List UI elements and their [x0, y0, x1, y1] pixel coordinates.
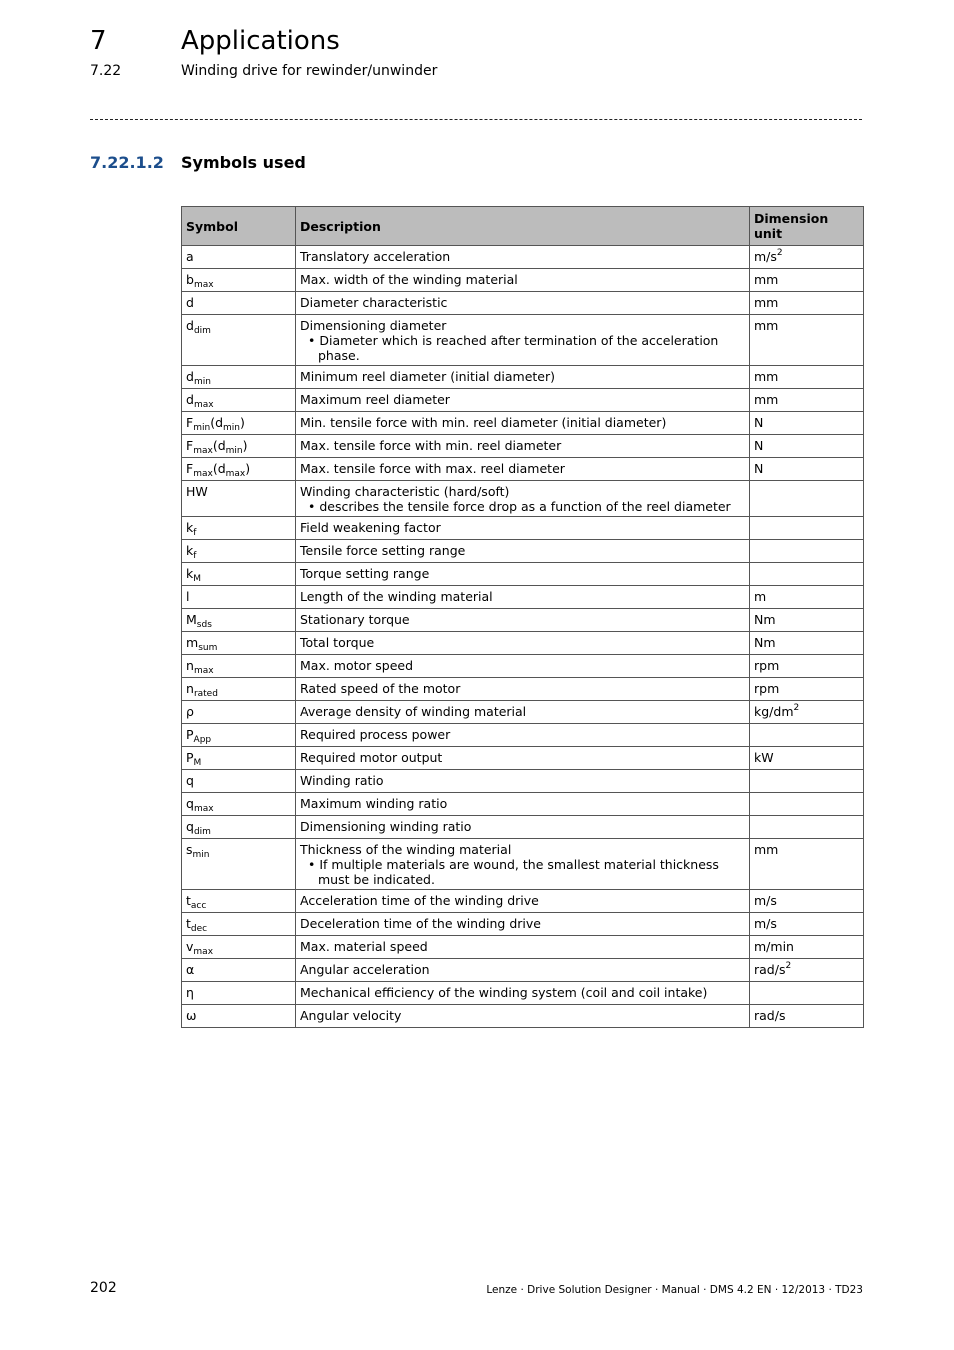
symbol-base: M — [186, 612, 197, 627]
header-dimension-unit: Dimension unit — [750, 207, 864, 246]
table-row — [182, 517, 864, 540]
table-row — [182, 1005, 864, 1028]
description-cell — [296, 747, 750, 770]
unit-cell — [750, 458, 864, 481]
symbol-cell — [182, 890, 296, 913]
symbol-base: d — [186, 295, 194, 310]
symbol-subscript: max — [193, 280, 214, 290]
description-text: Minimum reel diameter (initial diameter) — [300, 369, 555, 384]
symbol-cell — [182, 292, 296, 315]
symbol-subscript: min — [192, 850, 210, 860]
symbol-base: k — [186, 543, 194, 558]
symbol-cell — [182, 936, 296, 959]
table-row — [182, 389, 864, 412]
symbol-cell — [182, 315, 296, 366]
unit-cell — [750, 517, 864, 540]
description-text: Diameter characteristic — [300, 295, 448, 310]
unit-cell — [750, 269, 864, 292]
table-row — [182, 540, 864, 563]
unit-cell — [750, 412, 864, 435]
symbol-cell — [182, 517, 296, 540]
unit-superscript: 2 — [793, 703, 800, 713]
symbol-cell — [182, 747, 296, 770]
table-row — [182, 770, 864, 793]
symbol-cell — [182, 458, 296, 481]
symbol-argument-subscript: min — [225, 446, 243, 456]
unit-cell — [750, 1005, 864, 1028]
description-text: Length of the winding material — [300, 589, 493, 604]
symbol-subscript: max — [193, 666, 214, 676]
description-text: Torque setting range — [300, 566, 430, 581]
table-row — [182, 793, 864, 816]
description-cell — [296, 793, 750, 816]
description-bullet — [300, 333, 745, 363]
page-number: 202 — [90, 1280, 117, 1296]
symbol-base: k — [186, 566, 194, 581]
symbol-base: d — [186, 318, 194, 333]
unit-base: mm — [754, 392, 779, 407]
description-cell — [296, 517, 750, 540]
description-cell — [296, 366, 750, 389]
unit-base: N — [754, 415, 764, 430]
symbol-cell — [182, 609, 296, 632]
symbol-cell — [182, 412, 296, 435]
description-cell — [296, 292, 750, 315]
table-row — [182, 563, 864, 586]
symbol-close: ) — [239, 415, 245, 430]
description-text: Max. material speed — [300, 939, 428, 954]
symbol-cell — [182, 724, 296, 747]
symbols-table — [181, 206, 864, 1028]
unit-cell — [750, 678, 864, 701]
unit-cell — [750, 959, 864, 982]
symbol-subscript: dim — [193, 827, 211, 837]
symbol-cell — [182, 678, 296, 701]
unit-cell — [750, 936, 864, 959]
symbol-cell — [182, 839, 296, 890]
description-cell — [296, 959, 750, 982]
table-row — [182, 936, 864, 959]
table-row — [182, 435, 864, 458]
unit-cell — [750, 435, 864, 458]
unit-base: m/s — [754, 249, 777, 264]
description-cell — [296, 586, 750, 609]
description-text: Max. tensile force with min. reel diameter — [300, 438, 562, 453]
symbol-cell — [182, 563, 296, 586]
unit-cell — [750, 292, 864, 315]
table-row — [182, 982, 864, 1005]
unit-cell — [750, 724, 864, 747]
table-row — [182, 913, 864, 936]
description-text: Mechanical efficiency of the winding system (coil and coil intake) — [300, 985, 708, 1000]
table-row — [182, 366, 864, 389]
chapter-title: Applications — [181, 26, 340, 56]
table-row — [182, 701, 864, 724]
symbol-subscript: min — [193, 377, 211, 387]
description-text: Deceleration time of the winding drive — [300, 916, 541, 931]
symbol-subscript: max — [193, 469, 213, 479]
symbol-argument-subscript: max — [225, 469, 246, 479]
symbol-argument-subscript: min — [223, 423, 240, 433]
description-cell — [296, 1005, 750, 1028]
description-cell — [296, 540, 750, 563]
unit-cell — [750, 701, 864, 724]
symbol-subscript: M — [193, 574, 202, 584]
description-cell — [296, 435, 750, 458]
description-text: Required motor output — [300, 750, 443, 765]
symbol-cell — [182, 540, 296, 563]
unit-base: rpm — [754, 658, 780, 673]
unit-cell — [750, 586, 864, 609]
unit-base: mm — [754, 369, 779, 384]
unit-cell — [750, 770, 864, 793]
symbol-close: ) — [242, 438, 248, 453]
symbol-argument: (d — [210, 415, 223, 430]
description-cell — [296, 609, 750, 632]
symbol-subscript: acc — [190, 901, 207, 911]
header-description: Description — [296, 207, 750, 246]
description-text: Maximum reel diameter — [300, 392, 450, 407]
bullet-icon: • — [308, 857, 320, 872]
description-text: Winding ratio — [300, 773, 384, 788]
unit-base: rad/s — [754, 1008, 786, 1023]
footer-publication: Lenze · Drive Solution Designer · Manual · DMS 4.2 EN · 12/2013 · TD23 — [486, 1284, 863, 1296]
unit-superscript: 2 — [785, 961, 792, 971]
table-row — [182, 747, 864, 770]
symbol-subscript: App — [193, 735, 212, 745]
symbol-base: n — [186, 658, 194, 673]
description-text: Total torque — [300, 635, 375, 650]
symbol-base: α — [186, 962, 195, 977]
description-text: Min. tensile force with min. reel diameter (initial diameter) — [300, 415, 667, 430]
symbol-subscript: rated — [193, 689, 218, 699]
symbol-base: m — [186, 635, 199, 650]
description-text: Rated speed of the motor — [300, 681, 461, 696]
description-cell — [296, 632, 750, 655]
symbol-cell — [182, 770, 296, 793]
unit-cell — [750, 655, 864, 678]
description-text: Tensile force setting range — [300, 543, 466, 558]
unit-base: m/min — [754, 939, 794, 954]
description-cell — [296, 913, 750, 936]
unit-base: N — [754, 461, 764, 476]
symbol-subscript: max — [193, 947, 214, 957]
unit-base: mm — [754, 842, 779, 857]
description-cell — [296, 458, 750, 481]
symbol-cell — [182, 655, 296, 678]
symbol-base: b — [186, 272, 194, 287]
chapter-number: 7 — [90, 26, 107, 56]
symbol-cell — [182, 389, 296, 412]
table-row — [182, 458, 864, 481]
section-title: Winding drive for rewinder/unwinder — [181, 63, 438, 79]
unit-cell — [750, 366, 864, 389]
unit-cell — [750, 389, 864, 412]
symbol-base: η — [186, 985, 194, 1000]
symbol-cell — [182, 435, 296, 458]
symbol-base: P — [186, 750, 194, 765]
table-header-row — [182, 207, 864, 246]
symbol-base: k — [186, 520, 194, 535]
symbol-base: l — [186, 589, 190, 604]
symbol-base: q — [186, 796, 194, 811]
symbol-subscript: max — [193, 446, 213, 456]
description-cell — [296, 982, 750, 1005]
symbol-cell — [182, 632, 296, 655]
description-cell — [296, 315, 750, 366]
table-row — [182, 655, 864, 678]
subsection-number: 7.22.1.2 — [90, 153, 164, 172]
symbol-base: HW — [186, 484, 208, 499]
description-text: Field weakening factor — [300, 520, 441, 535]
symbol-argument: (d — [212, 438, 226, 453]
unit-base: kg/dm — [754, 704, 794, 719]
symbol-cell — [182, 269, 296, 292]
unit-base: m/s — [754, 916, 777, 931]
symbol-subscript: dim — [193, 326, 211, 336]
description-cell — [296, 701, 750, 724]
header-symbol: Symbol — [182, 207, 296, 246]
symbol-base: P — [186, 727, 194, 742]
unit-base: mm — [754, 318, 779, 333]
unit-base: mm — [754, 295, 779, 310]
table-row — [182, 246, 864, 269]
table-row — [182, 816, 864, 839]
description-cell — [296, 481, 750, 517]
description-cell — [296, 816, 750, 839]
unit-cell — [750, 890, 864, 913]
description-text: Winding characteristic (hard/soft) — [300, 484, 510, 499]
symbol-base: F — [186, 415, 194, 430]
description-text: Angular velocity — [300, 1008, 402, 1023]
symbol-cell — [182, 982, 296, 1005]
symbol-cell — [182, 913, 296, 936]
symbol-cell — [182, 816, 296, 839]
description-cell — [296, 389, 750, 412]
unit-base: mm — [754, 272, 779, 287]
table-row — [182, 724, 864, 747]
symbol-cell — [182, 481, 296, 517]
symbol-base: t — [186, 893, 191, 908]
unit-base: Nm — [754, 612, 776, 627]
description-text: Max. motor speed — [300, 658, 414, 673]
description-cell — [296, 655, 750, 678]
description-cell — [296, 412, 750, 435]
unit-cell — [750, 481, 864, 517]
unit-cell — [750, 540, 864, 563]
unit-cell — [750, 747, 864, 770]
description-text: Required process power — [300, 727, 451, 742]
unit-cell — [750, 793, 864, 816]
description-cell — [296, 678, 750, 701]
bullet-icon: • — [308, 499, 320, 514]
symbol-base: n — [186, 681, 194, 696]
description-cell — [296, 839, 750, 890]
bullet-text: Diameter which is reached after termination of the acceleration phase. — [318, 333, 719, 363]
description-text: Average density of winding material — [300, 704, 527, 719]
description-text: Max. tensile force with max. reel diameter — [300, 461, 565, 476]
symbol-subscript: sds — [196, 620, 212, 630]
description-cell — [296, 246, 750, 269]
description-bullet — [300, 499, 745, 514]
unit-base: m — [754, 589, 767, 604]
symbol-cell — [182, 701, 296, 724]
unit-cell — [750, 246, 864, 269]
table-row — [182, 632, 864, 655]
description-text: Thickness of the winding material — [300, 842, 512, 857]
description-bullet — [300, 857, 745, 887]
description-text: Stationary torque — [300, 612, 410, 627]
symbol-cell — [182, 1005, 296, 1028]
unit-cell — [750, 632, 864, 655]
symbol-subscript: max — [193, 804, 214, 814]
header-divider — [90, 119, 862, 120]
unit-base: N — [754, 438, 764, 453]
table-row — [182, 292, 864, 315]
symbol-base: d — [186, 369, 194, 384]
symbol-base: F — [186, 461, 194, 476]
symbol-base: v — [186, 939, 194, 954]
unit-cell — [750, 839, 864, 890]
unit-base: m/s — [754, 893, 777, 908]
symbol-base: t — [186, 916, 191, 931]
symbol-argument: (d — [212, 461, 226, 476]
unit-cell — [750, 913, 864, 936]
bullet-text: describes the tensile force drop as a function of the reel diameter — [319, 499, 731, 514]
symbol-subscript: max — [193, 400, 214, 410]
table-row — [182, 609, 864, 632]
unit-cell — [750, 816, 864, 839]
table-row — [182, 412, 864, 435]
table-row — [182, 890, 864, 913]
section-number: 7.22 — [90, 63, 122, 79]
description-text: Angular acceleration — [300, 962, 430, 977]
symbol-subscript: min — [193, 423, 211, 433]
table-row — [182, 315, 864, 366]
description-cell — [296, 936, 750, 959]
symbol-base: q — [186, 773, 194, 788]
table-row — [182, 839, 864, 890]
symbol-cell — [182, 793, 296, 816]
description-cell — [296, 563, 750, 586]
description-text: Maximum winding ratio — [300, 796, 448, 811]
table-row — [182, 678, 864, 701]
symbol-cell — [182, 959, 296, 982]
description-text: Dimensioning winding ratio — [300, 819, 472, 834]
symbol-cell — [182, 366, 296, 389]
description-cell — [296, 770, 750, 793]
symbol-base: ρ — [186, 704, 194, 719]
description-text: Acceleration time of the winding drive — [300, 893, 539, 908]
table-row — [182, 269, 864, 292]
symbol-base: q — [186, 819, 194, 834]
unit-cell — [750, 315, 864, 366]
table-row — [182, 959, 864, 982]
subsection-title: Symbols used — [181, 153, 306, 172]
description-cell — [296, 724, 750, 747]
table-row — [182, 586, 864, 609]
description-text: Translatory acceleration — [300, 249, 451, 264]
symbol-base: s — [186, 842, 193, 857]
description-text: Dimensioning diameter — [300, 318, 447, 333]
unit-base: rpm — [754, 681, 780, 696]
symbol-subscript: M — [193, 758, 202, 768]
description-text: Max. width of the winding material — [300, 272, 518, 287]
symbol-subscript: sum — [198, 643, 218, 653]
unit-base: rad/s — [754, 962, 786, 977]
description-cell — [296, 269, 750, 292]
unit-superscript: 2 — [776, 248, 783, 258]
bullet-text: If multiple materials are wound, the smallest material thickness must be indicated. — [318, 857, 719, 887]
symbol-cell — [182, 586, 296, 609]
symbol-base: a — [186, 249, 194, 264]
unit-cell — [750, 609, 864, 632]
symbol-cell — [182, 246, 296, 269]
symbol-close: ) — [245, 461, 251, 476]
unit-cell — [750, 563, 864, 586]
symbol-base: ω — [186, 1008, 197, 1023]
symbol-base: d — [186, 392, 194, 407]
description-cell — [296, 890, 750, 913]
symbol-subscript: f — [193, 528, 197, 538]
unit-base: Nm — [754, 635, 776, 650]
symbol-subscript: dec — [190, 924, 208, 934]
unit-base: kW — [754, 750, 774, 765]
unit-cell — [750, 982, 864, 1005]
symbol-base: F — [186, 438, 194, 453]
bullet-icon: • — [308, 333, 320, 348]
table-row — [182, 481, 864, 517]
symbol-subscript: f — [193, 551, 197, 561]
